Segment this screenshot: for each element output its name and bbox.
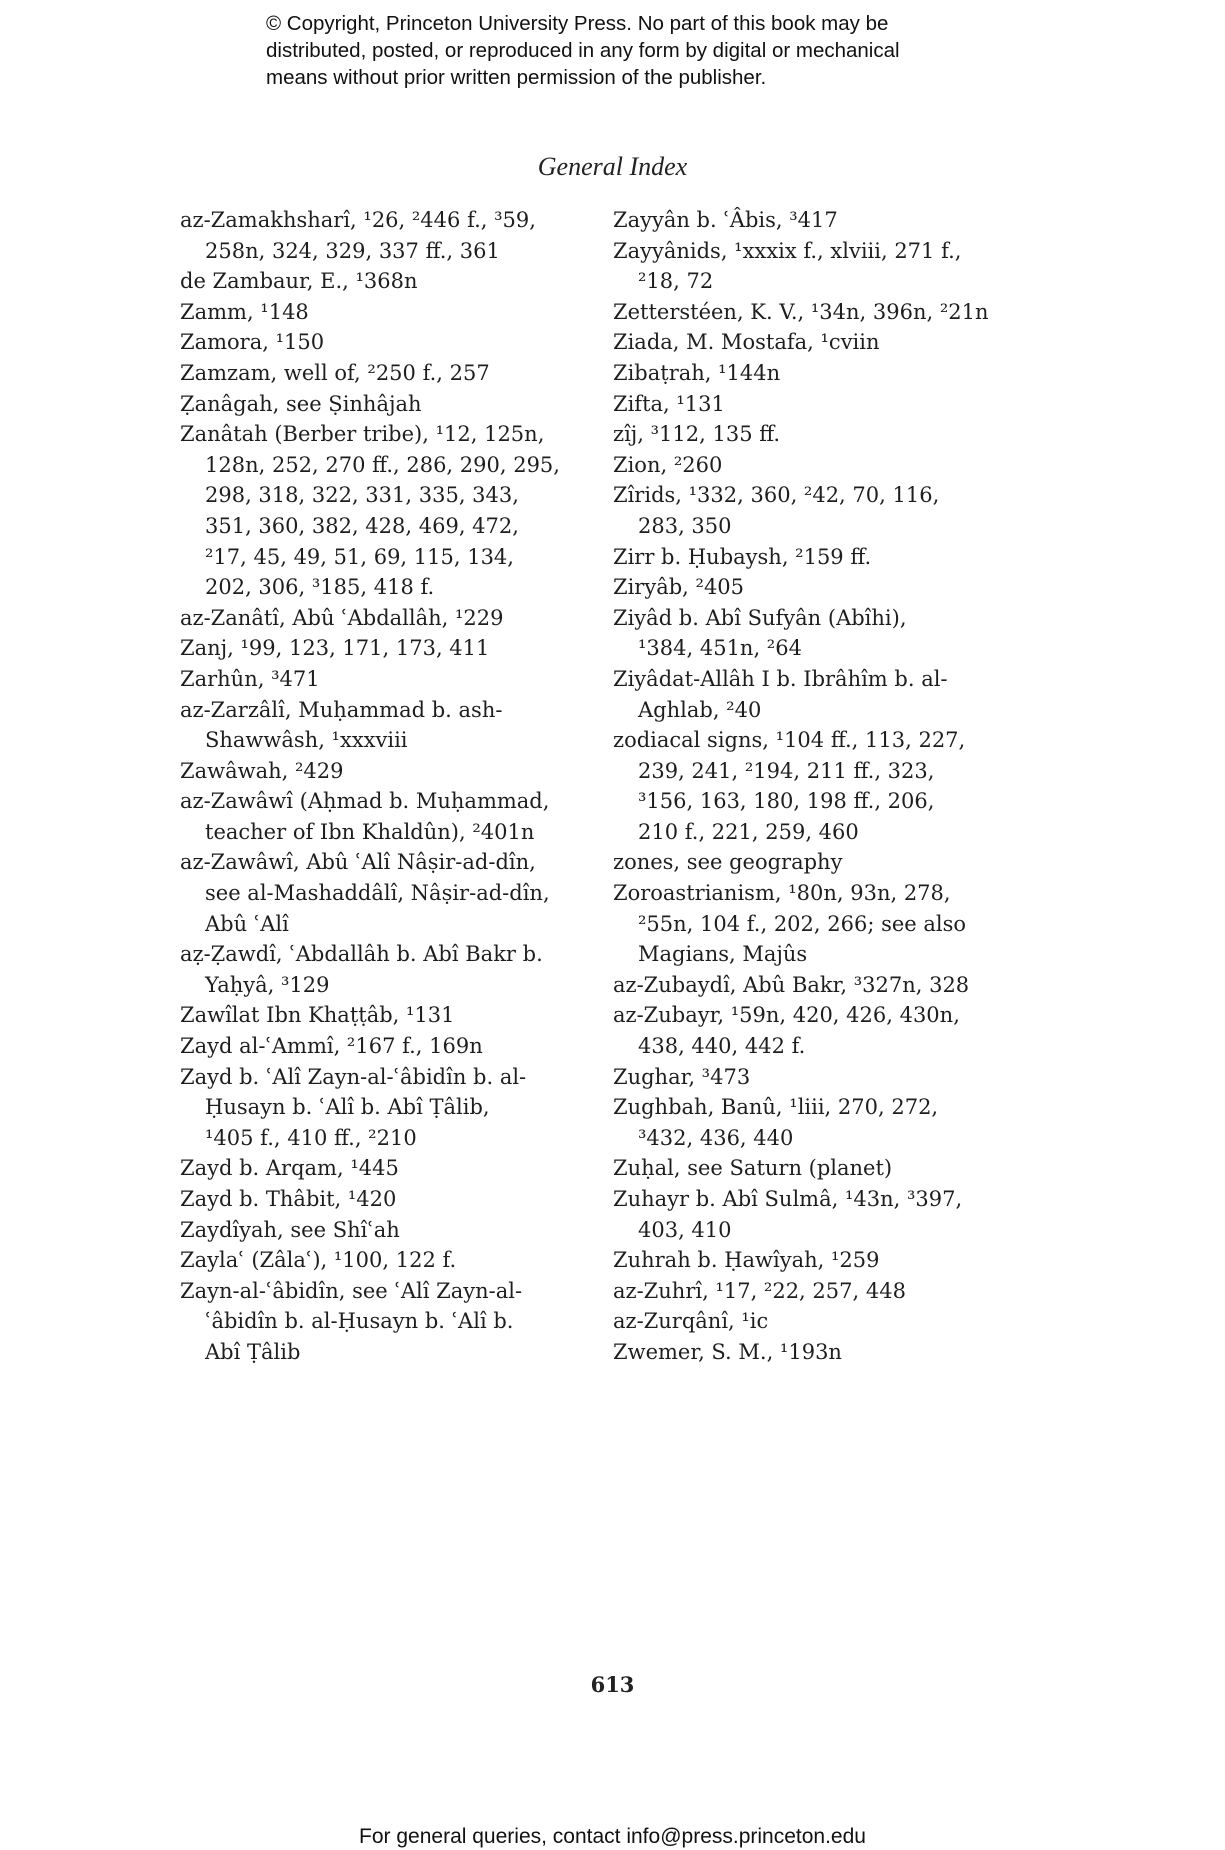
index-line: ²17, 45, 49, 51, 69, 115, 134, (205, 544, 514, 569)
index-line: Zoroastrianism, ¹80n, 93n, 278, (613, 881, 951, 906)
index-line: az-Zanâtî, Abû ʿAbdallâh, ¹229 (180, 605, 504, 630)
index-line: Zirr b. Ḥubaysh, ²159 ff. (613, 544, 872, 569)
index-line: Ziyâdat-Allâh I b. Ibrâhîm b. al- (613, 666, 948, 691)
index-line: Zanj, ¹99, 123, 171, 173, 411 (180, 636, 490, 661)
index-line: Zifta, ¹131 (613, 391, 725, 416)
index-line: Ḥusayn b. ʿAlî b. Abî Ṭâlib, (205, 1095, 490, 1120)
index-line: Ẓanâgah, see Ṣinhâjah (180, 391, 422, 416)
index-line: Zughar, ³473 (613, 1064, 751, 1089)
index-line: Zayd al-ʿAmmî, ²167 f., 169n (180, 1034, 483, 1059)
index-line: Ziryâb, ²405 (613, 575, 745, 600)
index-line: 239, 241, ²194, 211 ff., 323, (638, 758, 935, 783)
index-line: ¹405 f., 410 ff., ²210 (205, 1125, 417, 1150)
index-line: 351, 360, 382, 428, 469, 472, (205, 513, 519, 538)
index-line: Zuhrah b. Ḥawîyah, ¹259 (613, 1248, 880, 1273)
index-column-right (613, 205, 1033, 1368)
index-line: Zamzam, well of, ²250 f., 257 (180, 360, 490, 385)
index-line: Zughbah, Banû, ¹liii, 270, 272, (613, 1095, 939, 1120)
index-line: az-Zawâwî (Aḥmad b. Muḥammad, (180, 789, 550, 814)
index-line: az-Zamakhsharî, ¹26, ²446 f., ³59, (180, 208, 536, 232)
index-line: 298, 318, 322, 331, 335, 343, (205, 483, 519, 508)
index-line: Abû ʿAlî (205, 911, 289, 936)
page-number: 613 (590, 1672, 635, 1697)
index-line: az-Zurqânî, ¹ic (613, 1309, 769, 1334)
index-column-left (180, 205, 590, 1368)
index-line: 128n, 252, 270 ff., 286, 290, 295, (205, 452, 560, 477)
index-line: Zayyânids, ¹xxxix f., xlviii, 271 f., (613, 238, 962, 263)
index-line: 202, 306, ³185, 418 f. (205, 575, 435, 600)
index-line: zodiacal signs, ¹104 ff., 113, 227, (613, 728, 966, 753)
index-line: az-Zawâwî, Abû ʿAlî Nâṣir-ad-dîn, (180, 850, 536, 875)
index-line: see al-Mashaddâlî, Nâṣir-ad-dîn, (205, 881, 550, 906)
index-line: Zamora, ¹150 (180, 330, 325, 355)
index-line: az-Zubayr, ¹59n, 420, 426, 430n, (613, 1003, 960, 1028)
index-line: Zwemer, S. M., ¹193n (613, 1339, 842, 1364)
index-line: zîj, ³112, 135 ff. (613, 422, 781, 447)
index-line: Zayd b. Thâbit, ¹420 (180, 1187, 397, 1211)
index-line: Zarhûn, ³471 (180, 666, 320, 691)
index-line: az-Zubaydî, Abû Bakr, ³327n, 328 (613, 972, 970, 997)
copyright-line: means without prior written permission of the publisher. (266, 66, 767, 89)
index-line: Zîrids, ¹332, 360, ²42, 70, 116, (613, 483, 940, 508)
index-line: ʿâbidîn b. al-Ḥusayn b. ʿAlî b. (205, 1309, 514, 1334)
index-line: Zion, ²260 (613, 452, 723, 477)
index-line: Zuhayr b. Abî Sulmâ, ¹43n, ³397, (613, 1187, 963, 1211)
index-line: Zibaṭrah, ¹144n (613, 360, 781, 385)
index-line: Zayd b. Arqam, ¹445 (180, 1156, 399, 1181)
index-line: Yaḥyâ, ³129 (205, 972, 330, 997)
index-line: Zawâwah, ²429 (180, 758, 344, 783)
index-line: Zayn-al-ʿâbidîn, see ʿAlî Zayn-al- (180, 1278, 523, 1303)
index-line: az-Zuhrî, ¹17, ²22, 257, 448 (613, 1278, 906, 1303)
index-line: Abî Ṭâlib (205, 1339, 301, 1364)
index-line: de Zambaur, E., ¹368n (180, 269, 418, 294)
index-line: aẓ-Ẓawdî, ʿAbdallâh b. Abî Bakr b. (180, 942, 543, 967)
index-line: Zayyân b. ʿÂbis, ³417 (613, 208, 838, 232)
copyright-line: distributed, posted, or reproduced in any form by digital or mechanical (266, 39, 900, 62)
index-line: 283, 350 (638, 513, 732, 538)
index-line: 438, 440, 442 f. (638, 1034, 806, 1059)
copyright-line: © Copyright, Princeton University Press. No part of this book may be (266, 12, 889, 35)
index-line: Zetterstéen, K. V., ¹34n, 396n, ²21n (613, 299, 989, 324)
index-line: Zaydîyah, see Shîʿah (180, 1217, 400, 1242)
index-line: Zanâtah (Berber tribe), ¹12, 125n, (180, 422, 545, 447)
index-line: Aghlab, ²40 (638, 697, 762, 722)
index-line: Zamm, ¹148 (180, 299, 309, 324)
index-line: ²55n, 104 f., 202, 266; see also (638, 911, 967, 936)
index-line: Shawwâsh, ¹xxxviii (205, 728, 408, 753)
index-line: ³432, 436, 440 (638, 1125, 794, 1150)
page-title: General Index (537, 152, 688, 181)
index-line: Zayd b. ʿAlî Zayn-al-ʿâbidîn b. al- (180, 1064, 527, 1089)
copyright-notice (266, 10, 1026, 91)
index-line: Zaylaʿ (Zâlaʿ), ¹100, 122 f. (180, 1248, 457, 1273)
index-line: Zawîlat Ibn Khaṭṭâb, ¹131 (180, 1003, 455, 1028)
index-line: ¹384, 451n, ²64 (638, 636, 802, 661)
index-line: Magians, Majûs (638, 942, 808, 967)
index-line: Ziyâd b. Abî Sufyân (Abîhi), (613, 605, 907, 630)
index-line: 403, 410 (638, 1217, 732, 1242)
index-line: Zuḥal, see Saturn (planet) (613, 1156, 893, 1181)
index-line: ²18, 72 (638, 269, 714, 294)
index-line: ³156, 163, 180, 198 ff., 206, (638, 789, 935, 814)
index-line: teacher of Ibn Khaldûn), ²401n (205, 819, 535, 844)
index-line: 210 f., 221, 259, 460 (638, 819, 859, 844)
index-line: zones, see geography (613, 850, 843, 875)
index-line: Ziada, M. Mostafa, ¹cviin (613, 330, 880, 355)
index-line: 258n, 324, 329, 337 ff., 361 (205, 238, 500, 263)
index-line: az-Zarzâlî, Muḥammad b. ash- (180, 697, 503, 722)
footer-contact: For general queries, contact info@press.princeton.edu (359, 1825, 866, 1848)
